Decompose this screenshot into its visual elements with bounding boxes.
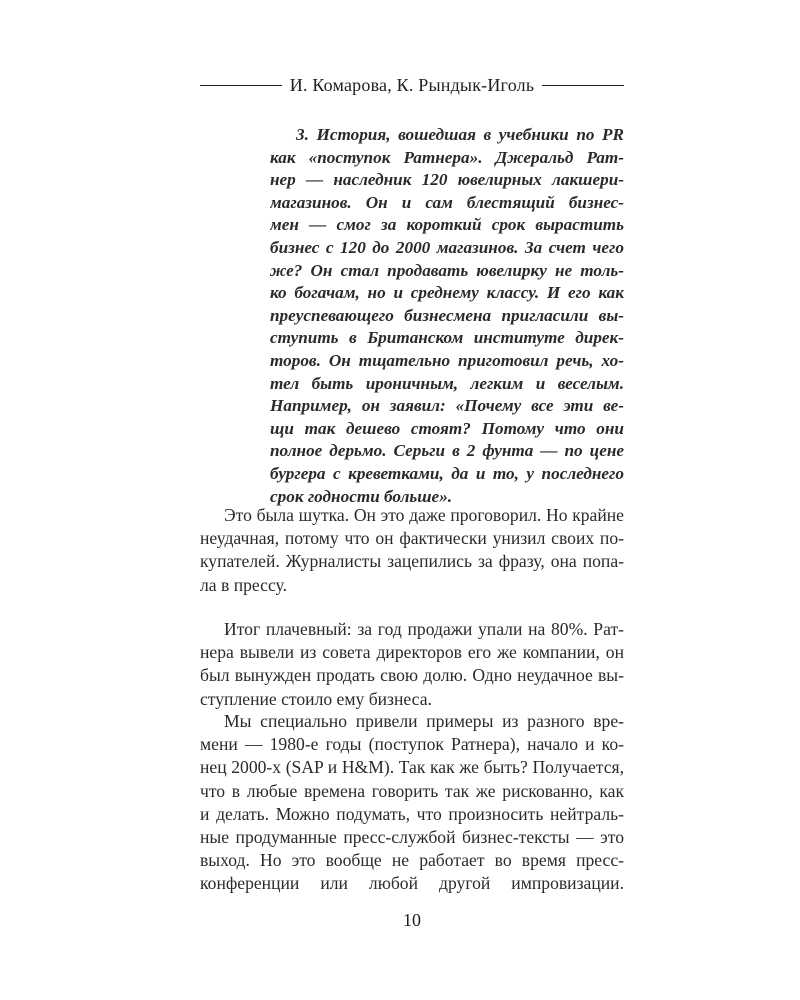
body-line: Это была шутка. Он это даже проговорил. Но крайне <box>224 505 624 525</box>
running-header <box>200 75 624 96</box>
quote-line: Например, он заявил: «Почему все эти ве- <box>270 396 624 416</box>
body-line: нец 2000-х (SAP и H&M). Так как же быть? Получается, <box>200 757 624 778</box>
quote-line: торов. Он тщательно приготовил речь, хо- <box>270 350 624 370</box>
quote-line: мен — смог за короткий срок вырастить <box>270 215 624 235</box>
body-line: ла в прессу. <box>200 574 287 595</box>
body-line: был вынужден продать свою долю. Одно неудачное вы- <box>200 665 624 686</box>
body-line: Итог плачевный: за год продажи упали на 80%. Рат- <box>224 619 624 639</box>
body-line: неудачная, потому что он фактически унизил своих по- <box>200 528 624 549</box>
header-rule-left <box>200 85 282 86</box>
quote-line: преуспевающего бизнесмена пригласили вы- <box>270 305 624 325</box>
quote-line: магазинов. Он и сам блестящий бизнес- <box>270 192 624 212</box>
quote-line: щи так дешево стоят? Потому что они <box>270 418 624 438</box>
quote-line: полное дерьмо. Серьги в 2 фунта — по цене <box>270 441 624 461</box>
body-line: конференции или любой другой импровизации. <box>200 873 624 894</box>
body-line: и делать. Можно подумать, что произносить нейтраль- <box>200 803 624 824</box>
running-title: И. Комарова, К. Рындык-Иголь <box>289 75 535 95</box>
quote-line: ступить в Британском институте дирек- <box>270 328 624 348</box>
quote-line: бизнес с 120 до 2000 магазинов. За счет чего <box>270 237 624 257</box>
paragraph-joke-outcome <box>200 504 624 597</box>
header-rule-right <box>542 85 624 86</box>
body-line: нера вывели из совета директоров его же компании, он <box>200 642 624 663</box>
paragraph-conclusion <box>200 710 624 896</box>
body-line: ные продуманные пресс-службой бизнес-тексты — это <box>200 827 624 848</box>
quote-line: тел быть ироничным, легким и веселым. <box>270 373 624 393</box>
quote-line: бургера с креветками, да и то, у последнего <box>270 463 624 483</box>
quote-line: нер — наследник 120 ювелирных лакшери- <box>270 170 624 190</box>
body-line: что в любые времена говорить так же рискованно, как <box>200 780 624 801</box>
paragraph-result <box>200 618 624 711</box>
quote-line: как «поступок Ратнера». Джеральд Рат- <box>270 147 624 167</box>
quote-line: срок годности больше». <box>270 486 453 506</box>
quote-line: 3. История, вошедшая в учебники по PR <box>296 125 624 144</box>
quote-line: ко богачам, но и среднему классу. И его как <box>270 283 624 303</box>
body-line: купателей. Журналисты зацепились за фразу, она попа- <box>200 551 624 572</box>
body-line: выход. Но это вообще не работает во время пресс- <box>200 850 624 871</box>
body-line: ступление стоило ему бизнеса. <box>200 688 432 709</box>
case-study-quote <box>270 124 624 508</box>
page-number: 10 <box>403 910 421 930</box>
quote-line: же? Он стал продавать ювелирку не толь- <box>270 260 624 280</box>
body-line: Мы специально привели примеры из разного вре- <box>224 711 624 731</box>
body-line: мени — 1980-е годы (поступок Ратнера), начало и ко- <box>200 734 624 755</box>
